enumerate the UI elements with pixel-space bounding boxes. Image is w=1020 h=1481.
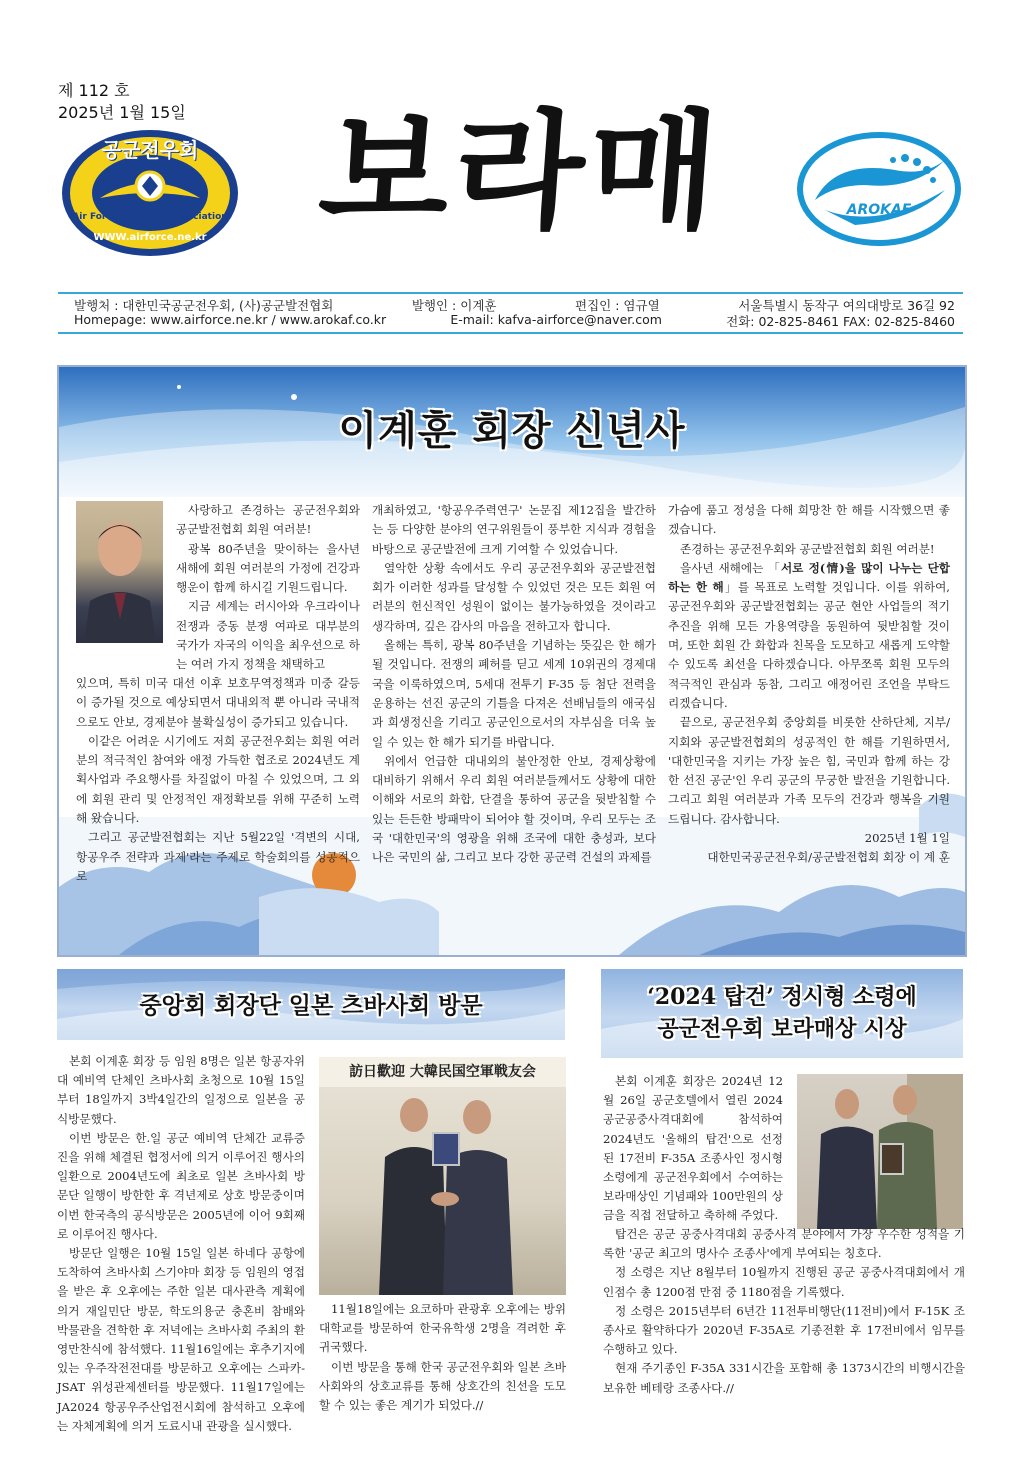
paragraph: 끝으로, 공군전우회 중앙회를 비롯한 산하단체, 지부/지회와 공군발전협회의 성공적인 한 해를 기원하면서, '대한민국을 지키는 가장 높은 힘, 국민과 함께 하는 강한 선진 공군'인 우리 공군의 무궁한 발전을 기원합니다. 그리고 회원 여러분과 가족 모두의 건강과 행복을 기원드립니다. 감사합니다. [668, 715, 950, 826]
paragraph: 있으며, 특히 미국 대선 이후 보호무역정책과 미중 갈등이 증가될 것으로 예상되면서 대내외적 뿐 아니라 국내적으로도 안보, 경제분야 불확실성이 증가되고 있습니다. [76, 676, 360, 729]
homepage: Homepage: www.airforce.ne.kr / www.arokaf.co.kr [74, 312, 387, 327]
award-title-line-1: ‘2024 탑건’ 정시형 소령에 [647, 984, 917, 1010]
paragraph: 열악한 상황 속에서도 우리 공군전우회와 공군발전협회가 이러한 성과를 달성할 수 있었던 것은 모든 회원 여러분의 헌신적인 성원이 없이는 불가능하였을 것이라고 생각하며, 깊은 감사의 마음을 전하고자 합니다. [372, 560, 656, 633]
paragraph: 본회 이계훈 회장 등 임원 8명은 일본 항공자위대 예비역 단체인 츠바사회 초청으로 10월 15일부터 18일까지 3박4일간의 일정으로 일본을 공식방문했다. [57, 1054, 305, 1126]
award-title-line-2: 공군전우회 보라매상 시상 [657, 1016, 907, 1042]
paragraph: 그리고 공군발전협회는 지난 5월22일 '격변의 시대, 항공우주 전략과 과제'라는 주제로 학술회의를 성공적으로 [76, 830, 360, 883]
paragraph: 위에서 언급한 대내외의 불안정한 안보, 경제상황에 대비하기 위해서 우리 회원 여러분들께서도 상황에 대한 이해와 서로의 화합, 단결을 통하여 공군을 뒷받침할 수 있는 든든한 방패막이 되어야 할 것이며, 우리 모두는 조국 '대한민국'의 영광을 위해 조국에 대한 충성과, 보다 나은 국민의 삶, 그리고 보다 강한 공군력 건설의 과제를 [372, 753, 656, 865]
phone: 전화: 02-825-8461 FAX: 02-825-8460 [726, 314, 955, 329]
new-year-title: 이계훈 회장 신년사 [338, 408, 686, 454]
award-banner [601, 969, 963, 1058]
address-column-1b [76, 674, 360, 886]
paragraph: 광복 80주년을 맞이하는 을사년 새해에 회원 여러분의 가정에 건강과 행운이 함께 하시길 기원드립니다. [176, 541, 360, 595]
signature-name: 대한민국공군전우회/공군발전협회 회장 이 계 훈 [707, 850, 950, 865]
paragraph: 개최하였고, '항공우주력연구' 논문집 제12집을 발간하는 등 다양한 분야의 연구위원들이 풍부한 지식과 경험을 바탕으로 공군발전에 크게 기여할 수 있었습니다. [372, 503, 656, 556]
paragraph: 11월18일에는 요코하마 관광후 오후에는 방위대학교를 방문하여 한국유학생 2명을 격려한 후 귀국했다. [319, 1302, 566, 1355]
paragraph: 정 소령은 2015년부터 6년간 11전투비행단(11전비)에서 F-15K 조종사로 활약하다가 2020년 F-35A로 기종전환 후 17전비에서 임무를 수행하고 있다. [603, 1303, 965, 1357]
nameplate-text: 보라매 [314, 97, 728, 247]
issue-number: 제 112 호 [58, 81, 130, 100]
award-intro-column [603, 1072, 783, 1226]
issue-info [58, 80, 186, 124]
paragraph: 존경하는 공군전우회와 공군발전협회 회원 여러분! [680, 541, 935, 556]
logo-korean-text: 공군전우회 [101, 138, 199, 162]
paragraph: 이번 방문은 한.일 공군 예비역 단체간 교류증진을 위해 체결된 협정서에 의거 이루어진 행사의 일환으로 2004년도에 최초로 일본 츠바사회 방문단 일행이 방한한 후 격년제로 상호 방문중이며 이번 한국측의 공식방문은 2005년에 이어 9회째로 이루어진 행사다. [57, 1130, 305, 1241]
japan-article-column-1 [57, 1052, 305, 1436]
award-article-body [603, 1225, 965, 1398]
email: E-mail: kafva-airforce@naver.com [450, 312, 662, 327]
address-column-3 [668, 501, 950, 868]
arokaf-logo [795, 130, 963, 248]
publication-info-bar [58, 292, 963, 334]
paragraph: 탑건은 공군 공중사격대회 공중사격 분야에서 가장 우수한 성적을 기록한 '공군 최고의 명사수 조종사'에게 부여되는 칭호다. [603, 1227, 965, 1261]
address-column-1a [176, 501, 360, 675]
chairman-portrait [76, 501, 163, 643]
paragraph: 정 소령은 지난 8월부터 10월까지 진행된 공군 공중사격대회에서 개인점수 총 1200점 만점 중 1180점을 기록했다. [603, 1265, 965, 1299]
paragraph: 방문단 일행은 10월 15일 일본 하네다 공항에 도착하여 츠바사회 스기야마 회장 등 임원의 영접을 받은 후 오후에는 주한 일본 대사관측 계획에 의거 재일민단 방문, 학도의용군 충혼비 참배와 박물관을 견학한 후 저녁에는 츠바사회 주최의 환영만찬식에 참석했다. 11월16일에는 후추기지에 있는 우주작전전대를 방문하고 오후에는 스파카-JSAT 위성관제센터를 방문했다. 11월17일에는 JA2024 항공우주산업전시회에 참석하고 오후에는 자체계획에 의거 도료시내 관광을 실시했다. [57, 1246, 305, 1433]
logo-ring-text: Air Force Veterans Association [72, 212, 228, 222]
japan-visit-photo [319, 1057, 566, 1295]
paragraph: 가슴에 품고 정성을 다해 희망찬 한 해를 시작했으면 좋겠습니다. [668, 503, 950, 537]
address-column-2 [372, 501, 656, 868]
air-force-veterans-logo [60, 128, 240, 258]
arokaf-logo-text: AROKAF [846, 202, 912, 218]
paragraph: 사랑하고 존경하는 공군전우회와 공군발전협회 회원 여러분! [176, 503, 360, 537]
signature-date: 2025년 1월 1일 [864, 831, 950, 846]
paragraph: 이번 방문을 통해 한국 공군전우회와 일본 츠바사회와의 상호교류를 통해 상호간의 친선을 도모할 수 있는 좋은 계기가 되었다.// [319, 1359, 566, 1413]
publisher: 발행처 : 대한민국공군전우회, (사)공군발전협회 [74, 298, 334, 313]
text-span: 을사년 새해에는 「 [680, 560, 781, 575]
paragraph: 본회 이계훈 회장은 2024년 12월 26일 공군호텔에서 열린 2024 공군공중사격대회에 참석하여 2024년도 '올해의 탑건'으로 선정된 17전비 F-35A 조종사인 정시형 소령에게 공군전우회에서 수여하는 보라매상인 기념패와 100만원의 상금을 직접 전달하고 축하해 주었다. [603, 1074, 783, 1223]
japan-article-column-2 [319, 1300, 566, 1415]
award-photo [797, 1074, 963, 1229]
japan-visit-banner [57, 969, 565, 1040]
logo-url-text: WWW.airforce.ne.kr [93, 232, 207, 243]
editor: 편집인 : 염규열 [575, 298, 660, 313]
paragraph [668, 559, 950, 713]
bold-motto: 서로 정(情)을 많이 나누는 단합하는 한 해 [668, 560, 950, 595]
address: 서울특별시 동작구 여의대방로 36길 92 [738, 298, 955, 313]
newspaper-nameplate [314, 92, 730, 252]
photo-banner-text: 訪日歡迎 大韓民国空軍戦友会 [349, 1064, 536, 1080]
issuer: 발행인 : 이계훈 [411, 298, 497, 313]
japan-visit-title: 중앙회 회장단 일본 츠바사회 방문 [139, 992, 483, 1019]
issue-date: 2025년 1월 15일 [58, 103, 186, 122]
text-span: 」를 목표로 노력할 것입니다. 이를 위하여, 공군전우회와 공군발전협회는 공군 현안 사업들의 적기 추진을 위해 모든 가용역량을 동원하여 뒷받침할 것이며, 또한 회원 간 화합과 친목을 도모하고 새롭게 도약할 수 있도록 최선을 다하겠습니다. 아무쪼록 회원 모두의 적극적인 관심과 동참, 그리고 애정어린 조언을 부탁드리겠습니다. [668, 580, 950, 710]
paragraph: 지금 세계는 러시아와 우크라이나 전쟁과 중동 분쟁 여파로 대부분의 국가가 자국의 이익을 최우선으로 하는 여러 가지 정책을 채택하고 [176, 599, 360, 672]
paragraph: 올해는 특히, 광복 80주년을 기념하는 뜻깊은 한 해가 될 것입니다. 전쟁의 폐허를 딛고 세계 10위권의 경제대국을 이룩하였으며, 5세대 전투기 F-35 등 첨단 전력을 운용하는 선진 공군의 기틀을 다져온 선배님들의 애국심과 희생정신을 기리고 공군인으로서의 자부심을 더욱 높일 수 있는 한 해가 되기를 바랍니다. [372, 638, 656, 749]
new-year-address-box [57, 365, 967, 957]
paragraph: 이같은 어려운 시기에도 저희 공군전우회는 회원 여러분의 적극적인 참여와 애정 가득한 협조로 2024년도 계획사업과 주요행사를 차질없이 마칠 수 있었으며, 그 외에 회원 관리 및 안정적인 재정확보를 위해 꾸준히 노력해 왔습니다. [76, 733, 360, 826]
paragraph: 현재 주기종인 F-35A 331시간을 포함해 총 1373시간의 비행시간을 보유한 베테랑 조종사다.// [603, 1361, 965, 1395]
